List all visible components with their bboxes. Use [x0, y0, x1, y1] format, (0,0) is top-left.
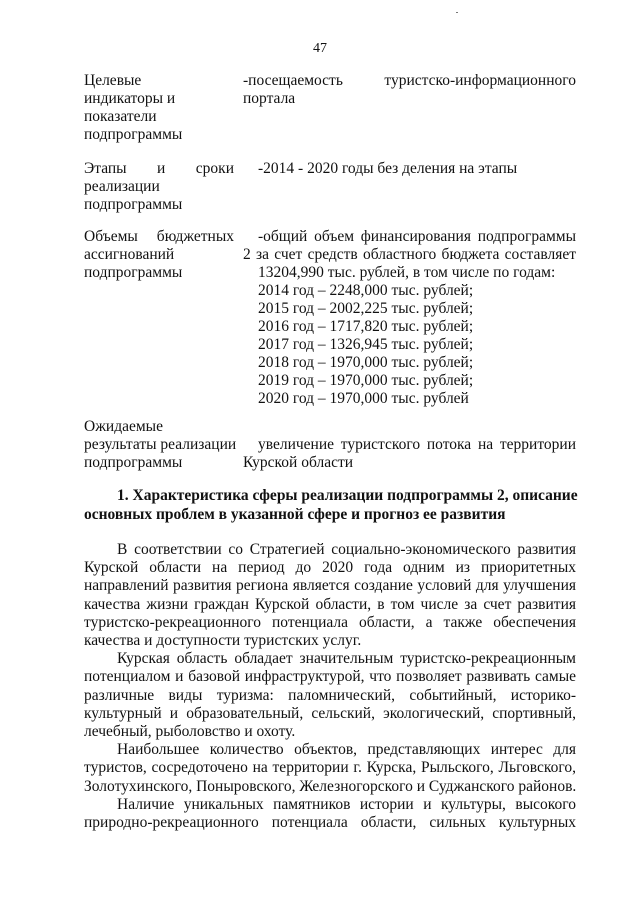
- section-body: [84, 541, 576, 832]
- row-value: [243, 160, 576, 178]
- page-number: 47: [313, 41, 327, 56]
- row-label: [84, 418, 244, 472]
- paragraph: [84, 741, 576, 796]
- paragraph-line: туристов, сосредоточено на территории г. Курска, Рыльского, Льговского,: [84, 759, 576, 777]
- paragraph-line: Курской области на период до 2020 года одним из приоритетных: [84, 559, 576, 577]
- value-line: -2014 - 2020 годы без деления на этапы: [258, 160, 518, 177]
- value-line: Курской области: [243, 454, 354, 471]
- paragraph-line: потенциалом и базовой инфраструктурой, что позволяет развивать самые: [84, 668, 576, 686]
- scan-speck: [456, 12, 458, 13]
- label-line: Ожидаемые: [84, 418, 163, 435]
- paragraph-line: культурный и образовательный, сельский, экологический, спортивный,: [84, 704, 576, 722]
- heading-line: основных проблем в указанной сфере и прогноз ее развития: [84, 506, 506, 523]
- value-line: 2 за счет средств областного бюджета составляет: [243, 246, 576, 263]
- label-line: подпрограммы: [84, 196, 183, 213]
- value-line: 2018 год – 1970,000 тыс. рублей;: [258, 354, 474, 371]
- paragraph-line: направлений развития региона является создание условий для улучшения: [84, 577, 576, 595]
- row-value: [243, 72, 576, 108]
- paragraph: [84, 796, 576, 832]
- label-line: реализации: [84, 178, 160, 195]
- row-value: [243, 436, 576, 472]
- paragraph-line: природно-рекреационного потенциала области, сильных культурных: [84, 814, 576, 832]
- label-line: индикаторы и: [84, 90, 176, 107]
- value-line: 2017 год – 1326,945 тыс. рублей;: [258, 336, 474, 353]
- value-line: -общий объем финансирования подпрограммы: [258, 228, 576, 245]
- paragraph-line: Наибольшее количество объектов, представляющих интерес для: [117, 741, 576, 759]
- value-line: 2016 год – 1717,820 тыс. рублей;: [258, 318, 474, 335]
- paragraph: [84, 650, 576, 741]
- row-label: [84, 160, 234, 214]
- paragraph-line: различные виды туризма: паломнический, событийный, историко-: [84, 686, 576, 704]
- label-line: Объемы бюджетных: [84, 228, 234, 245]
- label-line: подпрограммы: [84, 264, 183, 281]
- section-heading: [84, 486, 576, 524]
- row-value: [243, 228, 576, 408]
- paragraph-line: туристско-рекреационного потенциала области, а также обеспечения: [84, 613, 576, 631]
- label-line: результаты реализации: [84, 436, 237, 453]
- label-line: подпрограммы: [84, 126, 183, 143]
- label-line: Целевые: [84, 72, 142, 89]
- label-line: Этапы и сроки: [84, 160, 234, 177]
- row-label: [84, 228, 234, 282]
- value-line: 2015 год – 2002,225 тыс. рублей;: [258, 300, 474, 317]
- paragraph-line: качества и доступности туристских услуг.: [84, 632, 362, 650]
- value-line: 13204,990 тыс. рублей, в том числе по годам:: [258, 264, 556, 281]
- paragraph-line: В соответствии со Стратегией социально-экономического развития: [117, 541, 576, 558]
- paragraph-line: лечебный, рыболовство и охоту.: [84, 723, 296, 741]
- label-line: показатели: [84, 108, 157, 125]
- row-label: [84, 72, 234, 144]
- paragraph-line: Курская область обладает значительным туристско-рекреационным: [117, 650, 576, 668]
- label-line: ассигнований: [84, 246, 175, 263]
- paragraph-line: Наличие уникальных памятников истории и культуры, высокого: [117, 795, 576, 813]
- value-line: 2014 год – 2248,000 тыс. рублей;: [258, 282, 474, 299]
- paragraph-line: Золотухинского, Поныровского, Железногорского и Суджанского районов.: [84, 777, 577, 795]
- value-line: увеличение туристского потока на территории: [258, 436, 576, 453]
- value-line: -посещаемость туристско-информационного: [243, 72, 576, 89]
- paragraph-line: качества жизни граждан Курской области, в том числе за счет развития: [84, 595, 576, 613]
- value-line: 2019 год – 1970,000 тыс. рублей;: [258, 372, 474, 389]
- label-line: подпрограммы: [84, 454, 183, 471]
- paragraph: [84, 541, 576, 650]
- heading-line: 1. Характеристика сферы реализации подпрограммы 2, описание: [117, 487, 578, 504]
- value-line: портала: [243, 90, 296, 107]
- value-line: 2020 год – 1970,000 тыс. рублей: [258, 390, 469, 407]
